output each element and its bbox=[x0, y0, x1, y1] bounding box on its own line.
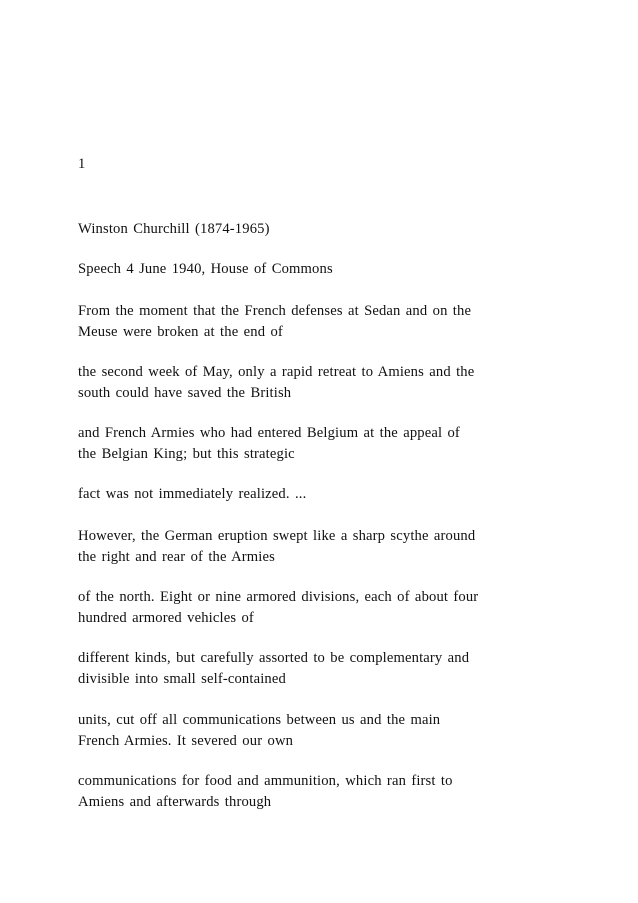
paragraph-line: different kinds, but carefully assorted to be complementary and bbox=[78, 650, 470, 666]
paragraph-line: of the north. Eight or nine armored divisions, each of about four bbox=[78, 589, 479, 605]
paragraph-line: French Armies. It severed our own bbox=[78, 733, 294, 749]
paragraph-6 bbox=[78, 587, 568, 629]
paragraph-5 bbox=[78, 526, 568, 568]
paragraph-line: From the moment that the French defenses at Sedan and on the bbox=[78, 303, 472, 319]
page-number: 1 bbox=[78, 156, 86, 172]
paragraph-line: units, cut off all communications between us and the main bbox=[78, 712, 441, 728]
paragraph-line: Amiens and afterwards through bbox=[78, 794, 272, 810]
paragraph-line: and French Armies who had entered Belgium at the appeal of bbox=[78, 425, 460, 441]
paragraph-8 bbox=[78, 710, 568, 752]
paragraph-4 bbox=[78, 484, 568, 505]
paragraph-line: fact was not immediately realized. ... bbox=[78, 486, 307, 502]
paragraph-3 bbox=[78, 423, 568, 465]
paragraph-line: communications for food and ammunition, which ran first to bbox=[78, 773, 453, 789]
paragraph-line: south could have saved the British bbox=[78, 385, 292, 401]
paragraph-line: the Belgian King; but this strategic bbox=[78, 446, 295, 462]
paragraph-line: hundred armored vehicles of bbox=[78, 610, 254, 626]
paragraph-1 bbox=[78, 301, 568, 343]
paragraph-line: However, the German eruption swept like a sharp scythe around bbox=[78, 528, 476, 544]
paragraph-line: Meuse were broken at the end of bbox=[78, 324, 283, 340]
author-line: Winston Churchill (1874-1965) bbox=[78, 221, 270, 237]
paragraph-line: the second week of May, only a rapid retreat to Amiens and the bbox=[78, 364, 475, 380]
paragraph-line: divisible into small self-contained bbox=[78, 671, 286, 687]
paragraph-7 bbox=[78, 648, 568, 690]
speech-info-line: Speech 4 June 1940, House of Commons bbox=[78, 261, 333, 277]
paragraph-line: the right and rear of the Armies bbox=[78, 549, 275, 565]
paragraph-2 bbox=[78, 362, 568, 404]
paragraph-9 bbox=[78, 771, 568, 813]
